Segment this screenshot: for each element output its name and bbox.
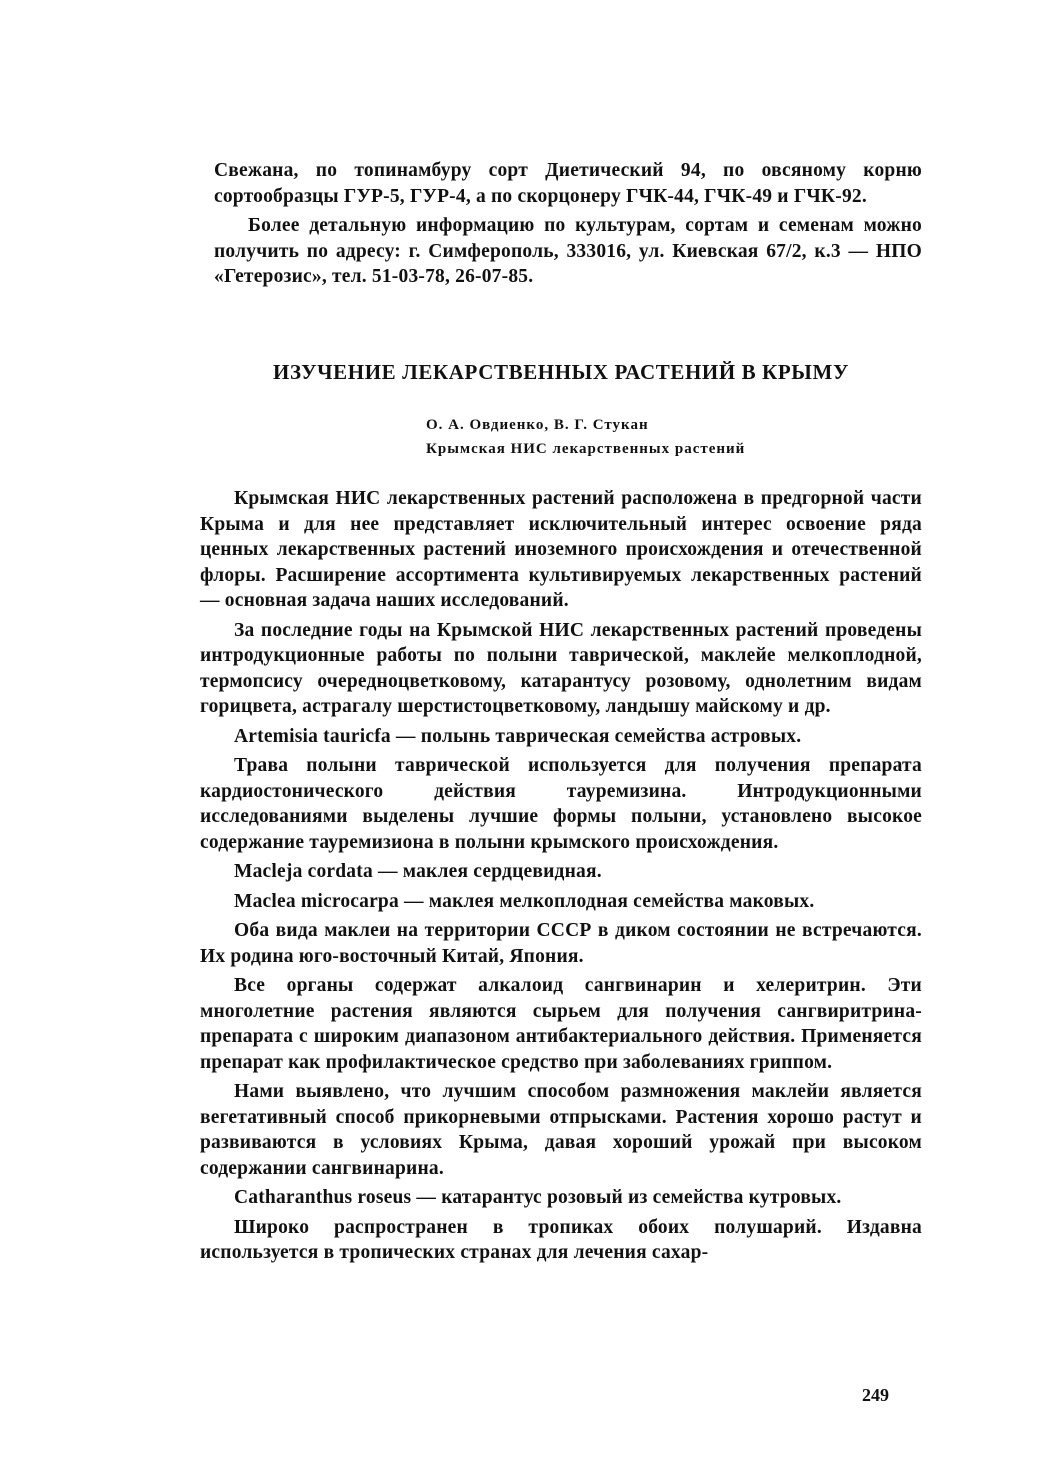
body-paragraph: Оба вида маклеи на территории СССР в диком состоянии не встречаются. Их родина юго-восточный Китай, Япония.	[200, 920, 922, 967]
page-number: 249	[862, 1385, 889, 1405]
body-paragraph: Macleja cordata — маклея сердцевидная.	[234, 861, 602, 882]
intro-paragraph-2: Более детальную информацию по культурам, сортам и семенам можно получить по адресу: г. Симферополь, 333016, ул. Киевская 67/2, к.3 — НПО «Гетерозис», тел. 51-03-78, 26-07-85.	[214, 215, 922, 287]
article-body	[200, 486, 922, 1270]
body-paragraph: Широко распространен в тропиках обоих полушарий. Издавна используется в тропических странах для лечения сахар-	[200, 1216, 922, 1263]
body-paragraph: Трава полыни таврической используется для получения препарата кардиостонического действия тауремизина. Интродукционными исследованиями выделены лучшие формы полыни, установлено высокое содержание тауремизиона в полыни крымского происхождения.	[200, 755, 922, 853]
article-byline	[426, 413, 866, 461]
body-paragraph: Все органы содержат алкалоид сангвинарин и хелеритрин. Эти многолетние растения являются сырьем для получения сангвиритрина-препарата с широким диапазоном антибактериального действия. Применяется препарат как профилактическое средство при заболеваниях гриппом.	[200, 975, 922, 1073]
intro-paragraph-1: Свежана, по топинамбуру сорт Диетический 94, по овсяному корню сортообразцы ГУР-5, ГУР-4, а по скорцонеру ГЧК-44, ГЧК-49 и ГЧК-92.	[214, 160, 922, 207]
body-paragraph: Нами выявлено, что лучшим способом размножения маклейи является вегетативный способ прикорневыми отпрысками. Растения хорошо растут и развиваются в условиях Крыма, давая хороший урожай при высоком содержании сангвинарина.	[200, 1081, 922, 1179]
body-paragraph: Maclea microcarpa — маклея мелкоплодная семейства маковых.	[234, 890, 815, 912]
body-paragraph: Artemisia tauricfa — полынь таврическая семейства астровых.	[234, 725, 802, 747]
body-paragraph: Catharanthus roseus — катарантус розовый из семейства кутровых.	[234, 1187, 842, 1208]
article-title: ИЗУЧЕНИЕ ЛЕКАРСТВЕННЫХ РАСТЕНИЙ В КРЫМУ	[273, 360, 849, 384]
article-affiliation: Крымская НИС лекарственных растений	[426, 441, 746, 457]
body-paragraph: За последние годы на Крымской НИС лекарственных растений проведены интродукционные работы по полыни таврической, маклейе мелкоплодной, термопсису очередноцветковому, катарантусу розовому, однолетним видам горицвета, астрагалу шерстистоцветковому, ландышу майскому и др.	[200, 619, 922, 717]
article-authors: О. А. Овдиенко, В. Г. Стукан	[426, 417, 649, 433]
body-paragraph: Крымская НИС лекарственных растений расположена в предгорной части Крыма и для нее представляет исключительный интерес освоение ряда ценных лекарственных растений иноземного происхождения и отечественной флоры. Расширение ассортимента культивируемых лекарственных растений — основная задача наших исследований.	[200, 488, 922, 611]
intro-section	[214, 158, 922, 294]
